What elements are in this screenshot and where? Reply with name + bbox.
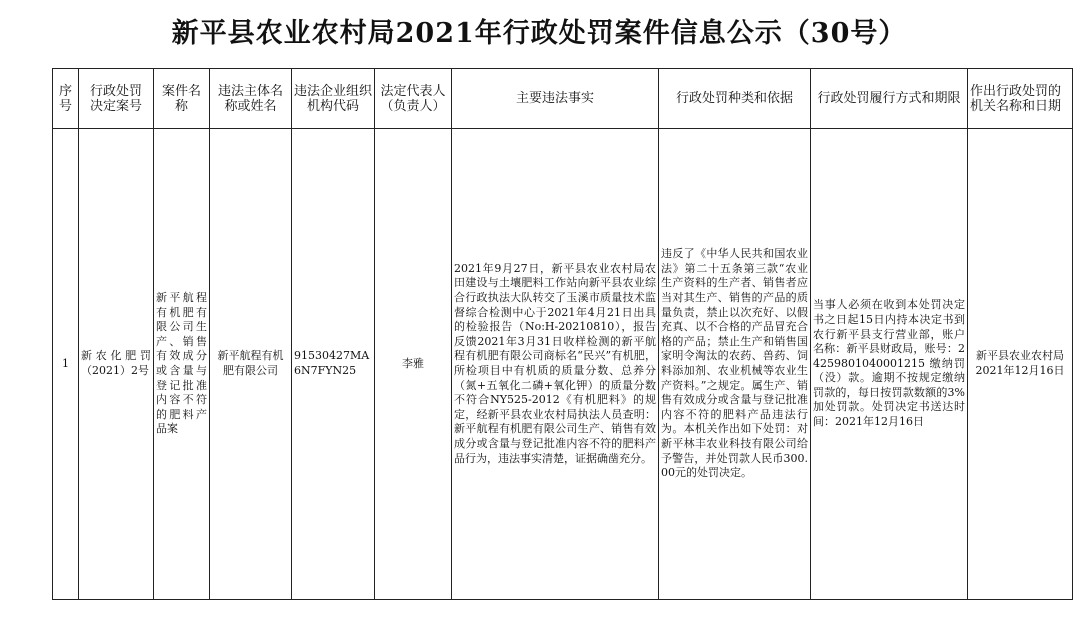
cell-decision-no: 新农化肥罚（2021）2号 [79,129,154,600]
header-authority-date: 作出行政处罚的机关名称和日期 [968,69,1073,129]
decision-date: 2021年12月16日 [975,364,1065,377]
cell-performance: 当事人必须在收到本处罚决定书之日起15日内持本决定书到农行新平县支行营业部，账户名称：新平县财政局，账号：24259801040001215 缴纳罚（没）款。逾期不按规定缴纳罚款的，每日按罚款数额的3%加处罚款。处罚决定书送达时间：2021年12月16日 [811,129,968,600]
header-seq: 序号 [53,69,79,129]
cell-case-name: 新平航程有机肥有限公司生产、销售有效成分或含量与登记批准内容不符的肥料产品案 [154,129,210,600]
table-row [53,129,1073,600]
header-facts: 主要违法事实 [452,69,659,129]
penalty-table [52,68,1073,600]
header-row [53,69,1073,129]
header-org-code: 违法企业组织机构代码 [292,69,375,129]
cell-org-code: 91530427MA6N7FYN25 [292,129,375,600]
header-penalty-basis: 行政处罚种类和依据 [659,69,811,129]
header-legal-rep: 法定代表人（负责人） [375,69,452,129]
cell-subject-name: 新平航程有机肥有限公司 [210,129,292,600]
header-case-name: 案件名称 [154,69,210,129]
header-performance: 行政处罚履行方式和期限 [811,69,968,129]
cell-seq: 1 [53,129,79,600]
cell-authority-date [968,129,1073,600]
header-decision-no: 行政处罚决定案号 [79,69,154,129]
page-title: 新平县农业农村局2021年行政处罚案件信息公示（30号） [171,18,907,49]
authority-name: 新平县农业农村局 [976,349,1064,363]
cell-facts: 2021年9月27日，新平县农业农村局农田建设与土壤肥料工作站向新平县农业综合行政执法大队转交了玉溪市质量技术监督综合检测中心于2021年4月21日出具的检验报告（No:H-20210810），报告反馈2021年3月31日收样检测的新平航程有机肥有限公司商标名“民兴”有机肥，所检项目中有机质的质量分数、总养分（氮+五氧化二磷+氧化钾）的质量分数不符合NY525-2012《有机肥料》的规定，经新平县农业农村局执法人员查明：新平航程有机肥有限公司生产、销售有效成分或含量与登记批准内容不符的肥料产品行为，违法事实清楚，证据确凿充分。 [452,129,659,600]
cell-penalty-basis: 违反了《中华人民共和国农业法》第二十五条第三款“农业生产资料的生产者、销售者应当对其生产、销售的产品的质量负责，禁止以次充好、以假充真、以不合格的产品冒充合格的产品；禁止生产和销售国家明令淘汰的农药、兽药、饲料添加剂、农业机械等农业生产资料。”之规定。属生产、销售有效成分或含量与登记批准内容不符的肥料产品违法行为。本机关作出如下处罚：对新平林丰农业科技有限公司给予警告，并处罚款人民币300.00元的处罚决定。 [659,129,811,600]
header-subject-name: 违法主体名称或姓名 [210,69,292,129]
cell-legal-rep: 李雅 [375,129,452,600]
